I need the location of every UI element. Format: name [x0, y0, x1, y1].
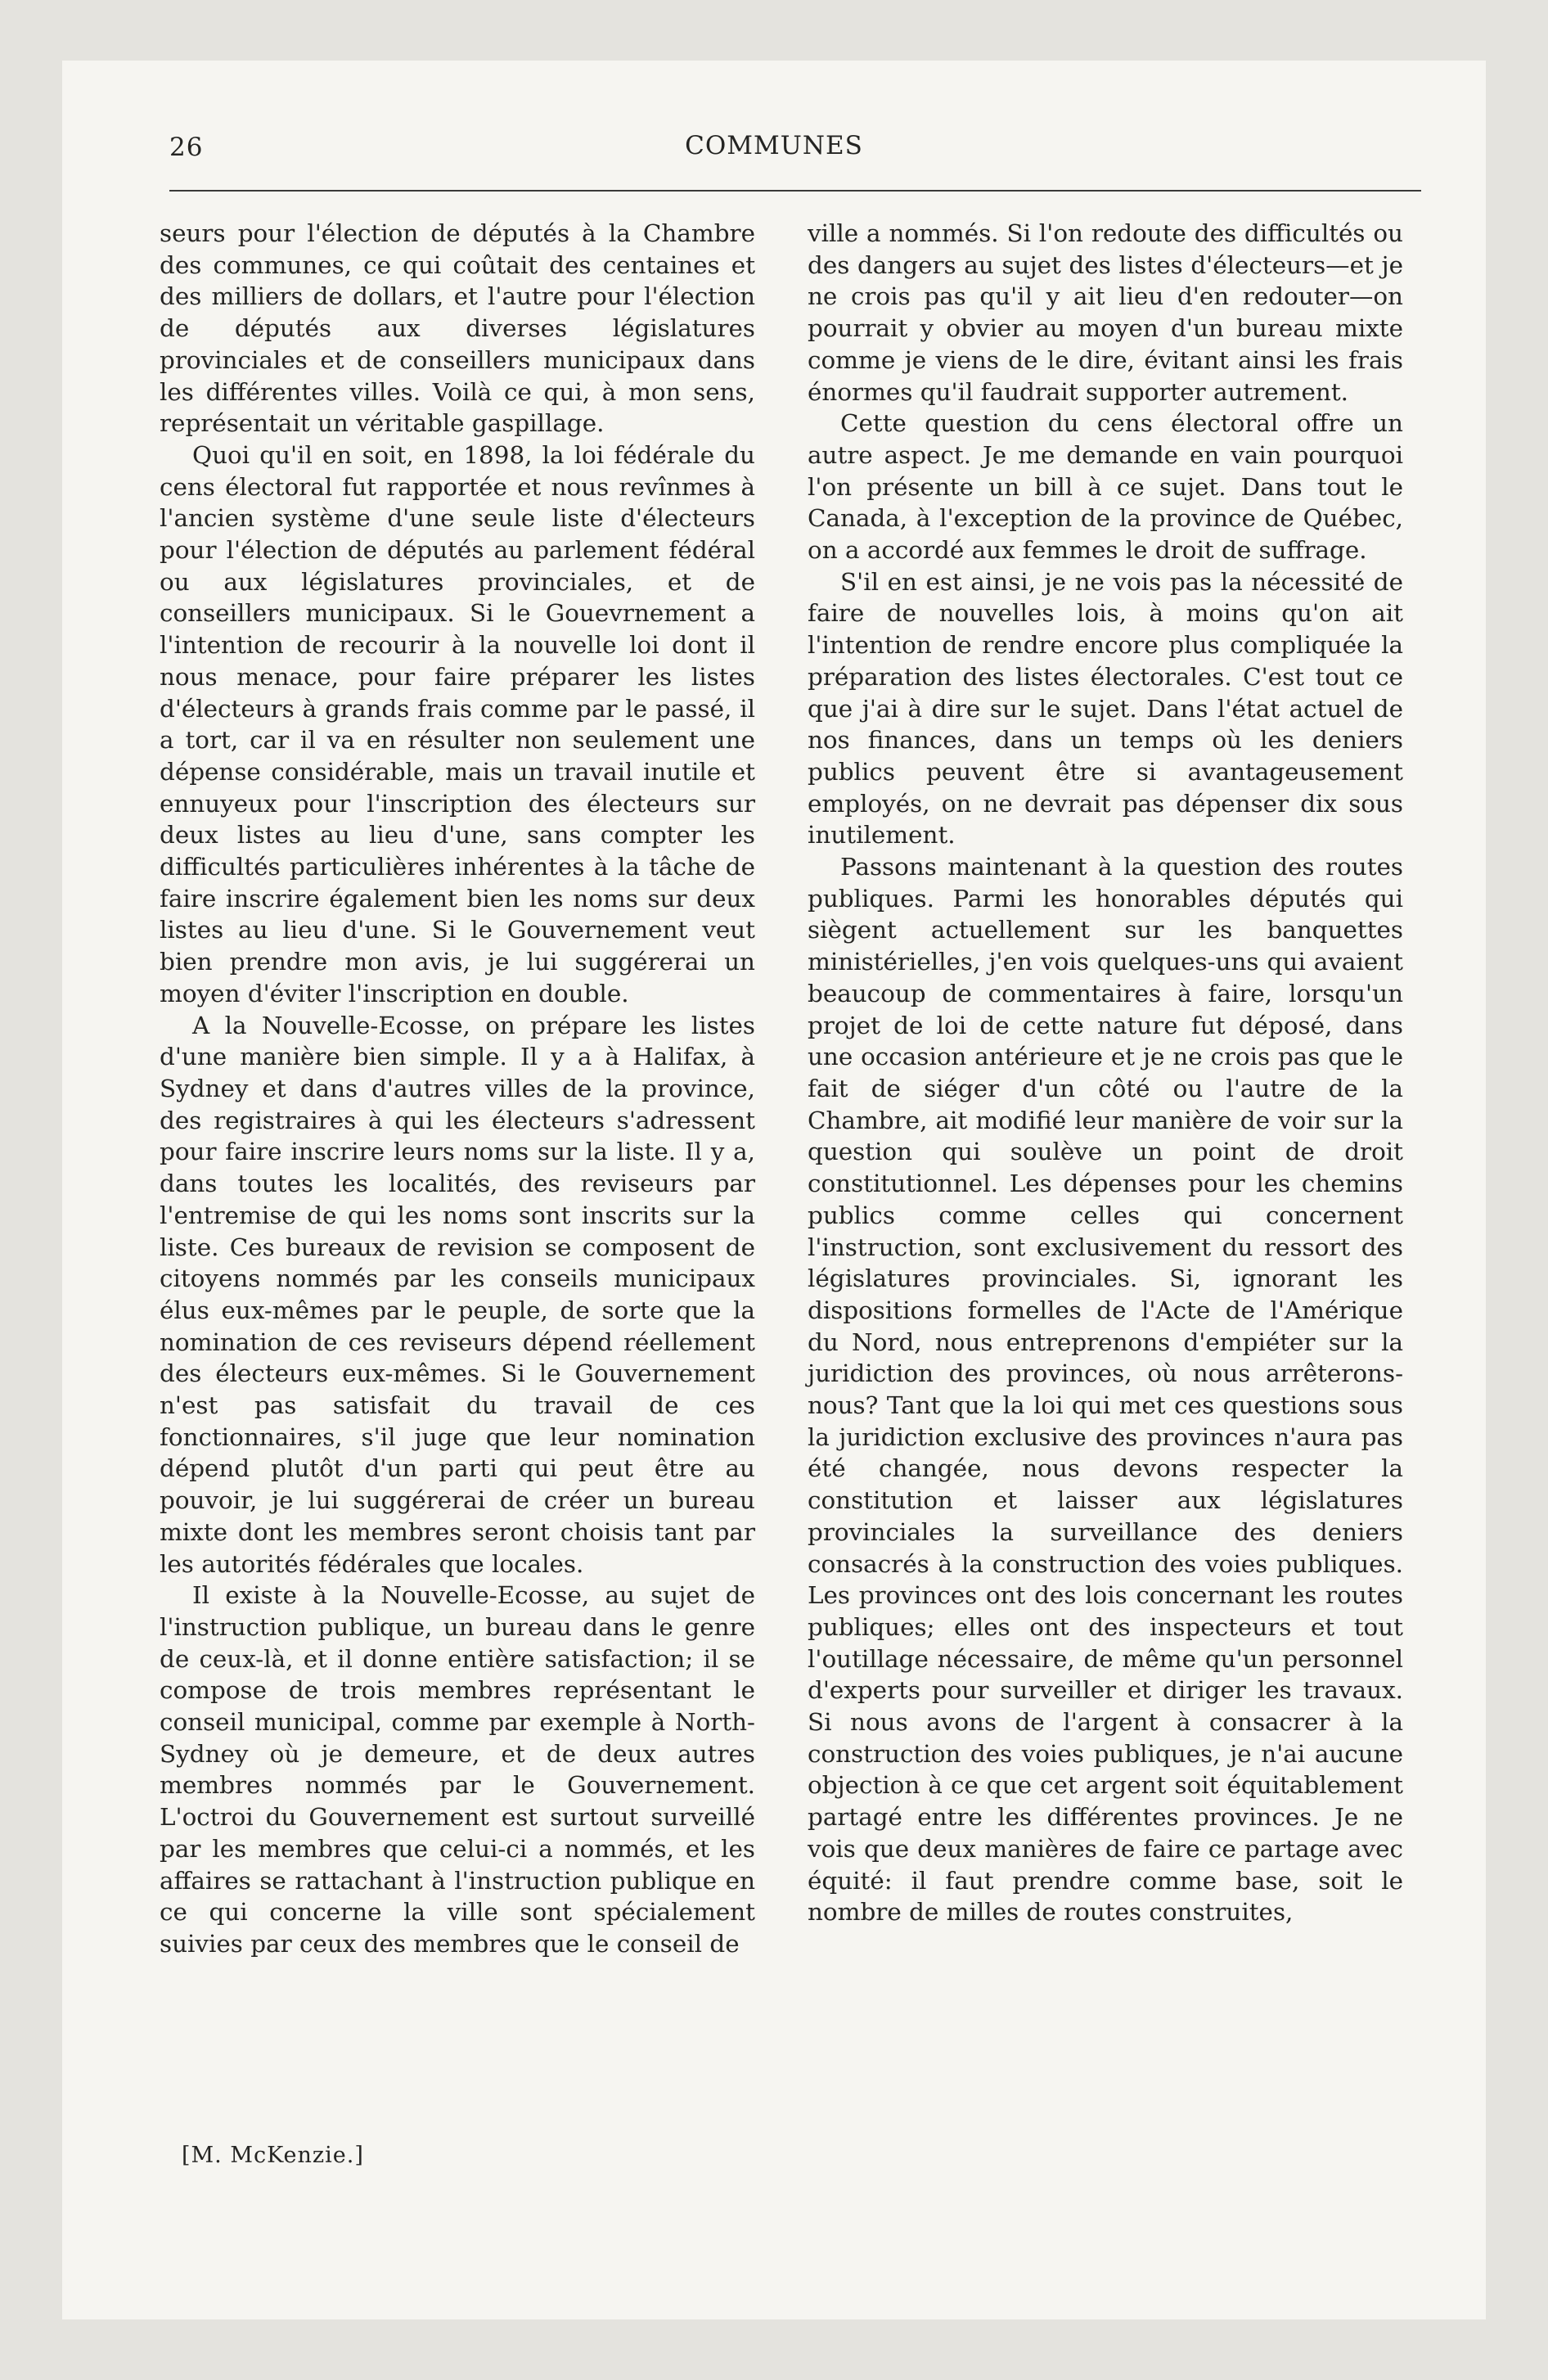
running-title: COMMUNES [685, 131, 863, 160]
right-column [808, 218, 1403, 1928]
page-number: 26 [169, 133, 204, 162]
header-rule [169, 190, 1421, 192]
speaker-attribution: [M. McKenzie.] [182, 2143, 364, 2168]
paragraph: A la Nouvelle-Ecosse, on prépare les listes d'une manière bien simple. Il y a à Halifax, à Sydney et dans d'autres villes de la province, des registraires à qui les électeurs s'adressent pour faire inscrire leurs noms sur la liste. Il y a, dans toutes les localités, des reviseurs par l'entremise de qui les noms sont inscrits sur la liste. Ces bureaux de revision se composent de citoyens nommés par les conseils municipaux élus eux-mêmes par le peuple, de sorte que la nomination de ces reviseurs dépend réellement des électeurs eux-mêmes. Si le Gouvernement n'est pas satisfait du travail de ces fonctionnaires, s'il juge que leur nomination dépend plutôt d'un parti qui peut être au pouvoir, je lui suggérerai de créer un bureau mixte dont les membres seront choisis tant par les autorités fédérales que locales. [160, 1011, 755, 1578]
left-column [160, 218, 755, 1960]
paragraph: Passons maintenant à la question des routes publiques. Parmi les honorables députés qui siègent actuellement sur les banquettes ministérielles, j'en vois quelques-uns qui avaient beaucoup de commentaires à faire, lorsqu'un projet de loi de cette nature fut déposé, dans une occasion antérieure et je ne crois pas que le fait de siéger d'un côté ou l'autre de la Chambre, ait modifié leur manière de voir sur la question qui soulève un point de droit constitutionnel. Les dépenses pour les chemins publics comme celles qui concernent l'instruction, sont exclusivement du ressort des législatures provinciales. Si, ignorant les dispositions formelles de l'Acte de l'Amérique du Nord, nous entreprenons d'empiéter sur la juridiction des provinces, où nous arrêterons-nous? Tant que la loi qui met ces questions sous la juridiction exclusive des provinces n'aura pas été changée, nous devons respecter la constitution et laisser aux législatures provinciales la surveillance des deniers consacrés à la construction des voies publiques. Les provinces ont des lois concernant les routes publiques; elles ont des inspecteurs et tout l'outillage nécessaire, de même qu'un personnel d'experts pour surveiller et diriger les travaux. Si nous avons de l'argent à consacrer à la construction des voies publiques, je n'ai aucune objection à ce que cet argent soit équitablement partagé entre les différentes provinces. Je ne vois que deux manières de faire ce partage avec équité: il faut prendre comme base, soit le nombre de milles de routes construites, [808, 853, 1403, 1927]
paragraph: Cette question du cens électoral offre un autre aspect. Je me demande en vain pourquoi l'on présente un bill à ce sujet. Dans tout le Canada, à l'exception de la province de Québec, on a accordé aux femmes le droit de suffrage. [808, 409, 1403, 565]
paragraph: seurs pour l'élection de députés à la Chambre des communes, ce qui coûtait des centaines et des milliers de dollars, et l'autre pour l'élection de députés aux diverses législatures provinciales et de conseillers municipaux dans les différentes villes. Voilà ce qui, à mon sens, représentait un véritable gaspillage. [160, 219, 755, 438]
paragraph: Il existe à la Nouvelle-Ecosse, au sujet de l'instruction publique, un bureau dans le genre de ceux-là, et il donne entière satisfaction; il se compose de trois membres représentant le conseil municipal, comme par exemple à North-Sydney où je demeure, et de deux autres membres nommés par le Gouvernement. L'octroi du Gouvernement est surtout surveillé par les membres que celui-ci a nommés, et les affaires se rattachant à l'instruction publique en ce qui concerne la ville sont spécialement suivies par ceux des membres que le conseil de [160, 1581, 755, 1958]
paragraph: S'il en est ainsi, je ne vois pas la nécessité de faire de nouvelles lois, à moins qu'on ait l'intention de rendre encore plus compliquée la préparation des listes électorales. C'est tout ce que j'ai à dire sur le sujet. Dans l'état actuel de nos finances, dans un temps où les deniers publics peuvent être si avantageusement employés, on ne devrait pas dépenser dix sous inutilement. [808, 567, 1403, 850]
paragraph: Quoi qu'il en soit, en 1898, la loi fédérale du cens électoral fut rapportée et nous revînmes à l'ancien système d'une seule liste d'électeurs pour l'élection de députés au parlement fédéral ou aux législatures provinciales, et de conseillers municipaux. Si le Gouevrnement a l'intention de recourir à la nouvelle loi dont il nous menace, pour faire préparer les listes d'électeurs à grands frais comme par le passé, il a tort, car il va en résulter non seulement une dépense considérable, mais un travail inutile et ennuyeux pour l'inscription des électeurs sur deux listes au lieu d'une, sans compter les difficultés particulières inhérentes à la tâche de faire inscrire également bien les noms sur deux listes au lieu d'une. Si le Gouvernement veut bien prendre mon avis, je lui suggérerai un moyen d'éviter l'inscription en double. [160, 440, 755, 1007]
paragraph: ville a nommés. Si l'on redoute des difficultés ou des dangers au sujet des listes d'électeurs—et je ne crois pas qu'il y ait lieu d'en redouter—on pourrait y obvier au moyen d'un bureau mixte comme je viens de le dire, évitant ainsi les frais énormes qu'il faudrait supporter autrement. [808, 219, 1403, 406]
